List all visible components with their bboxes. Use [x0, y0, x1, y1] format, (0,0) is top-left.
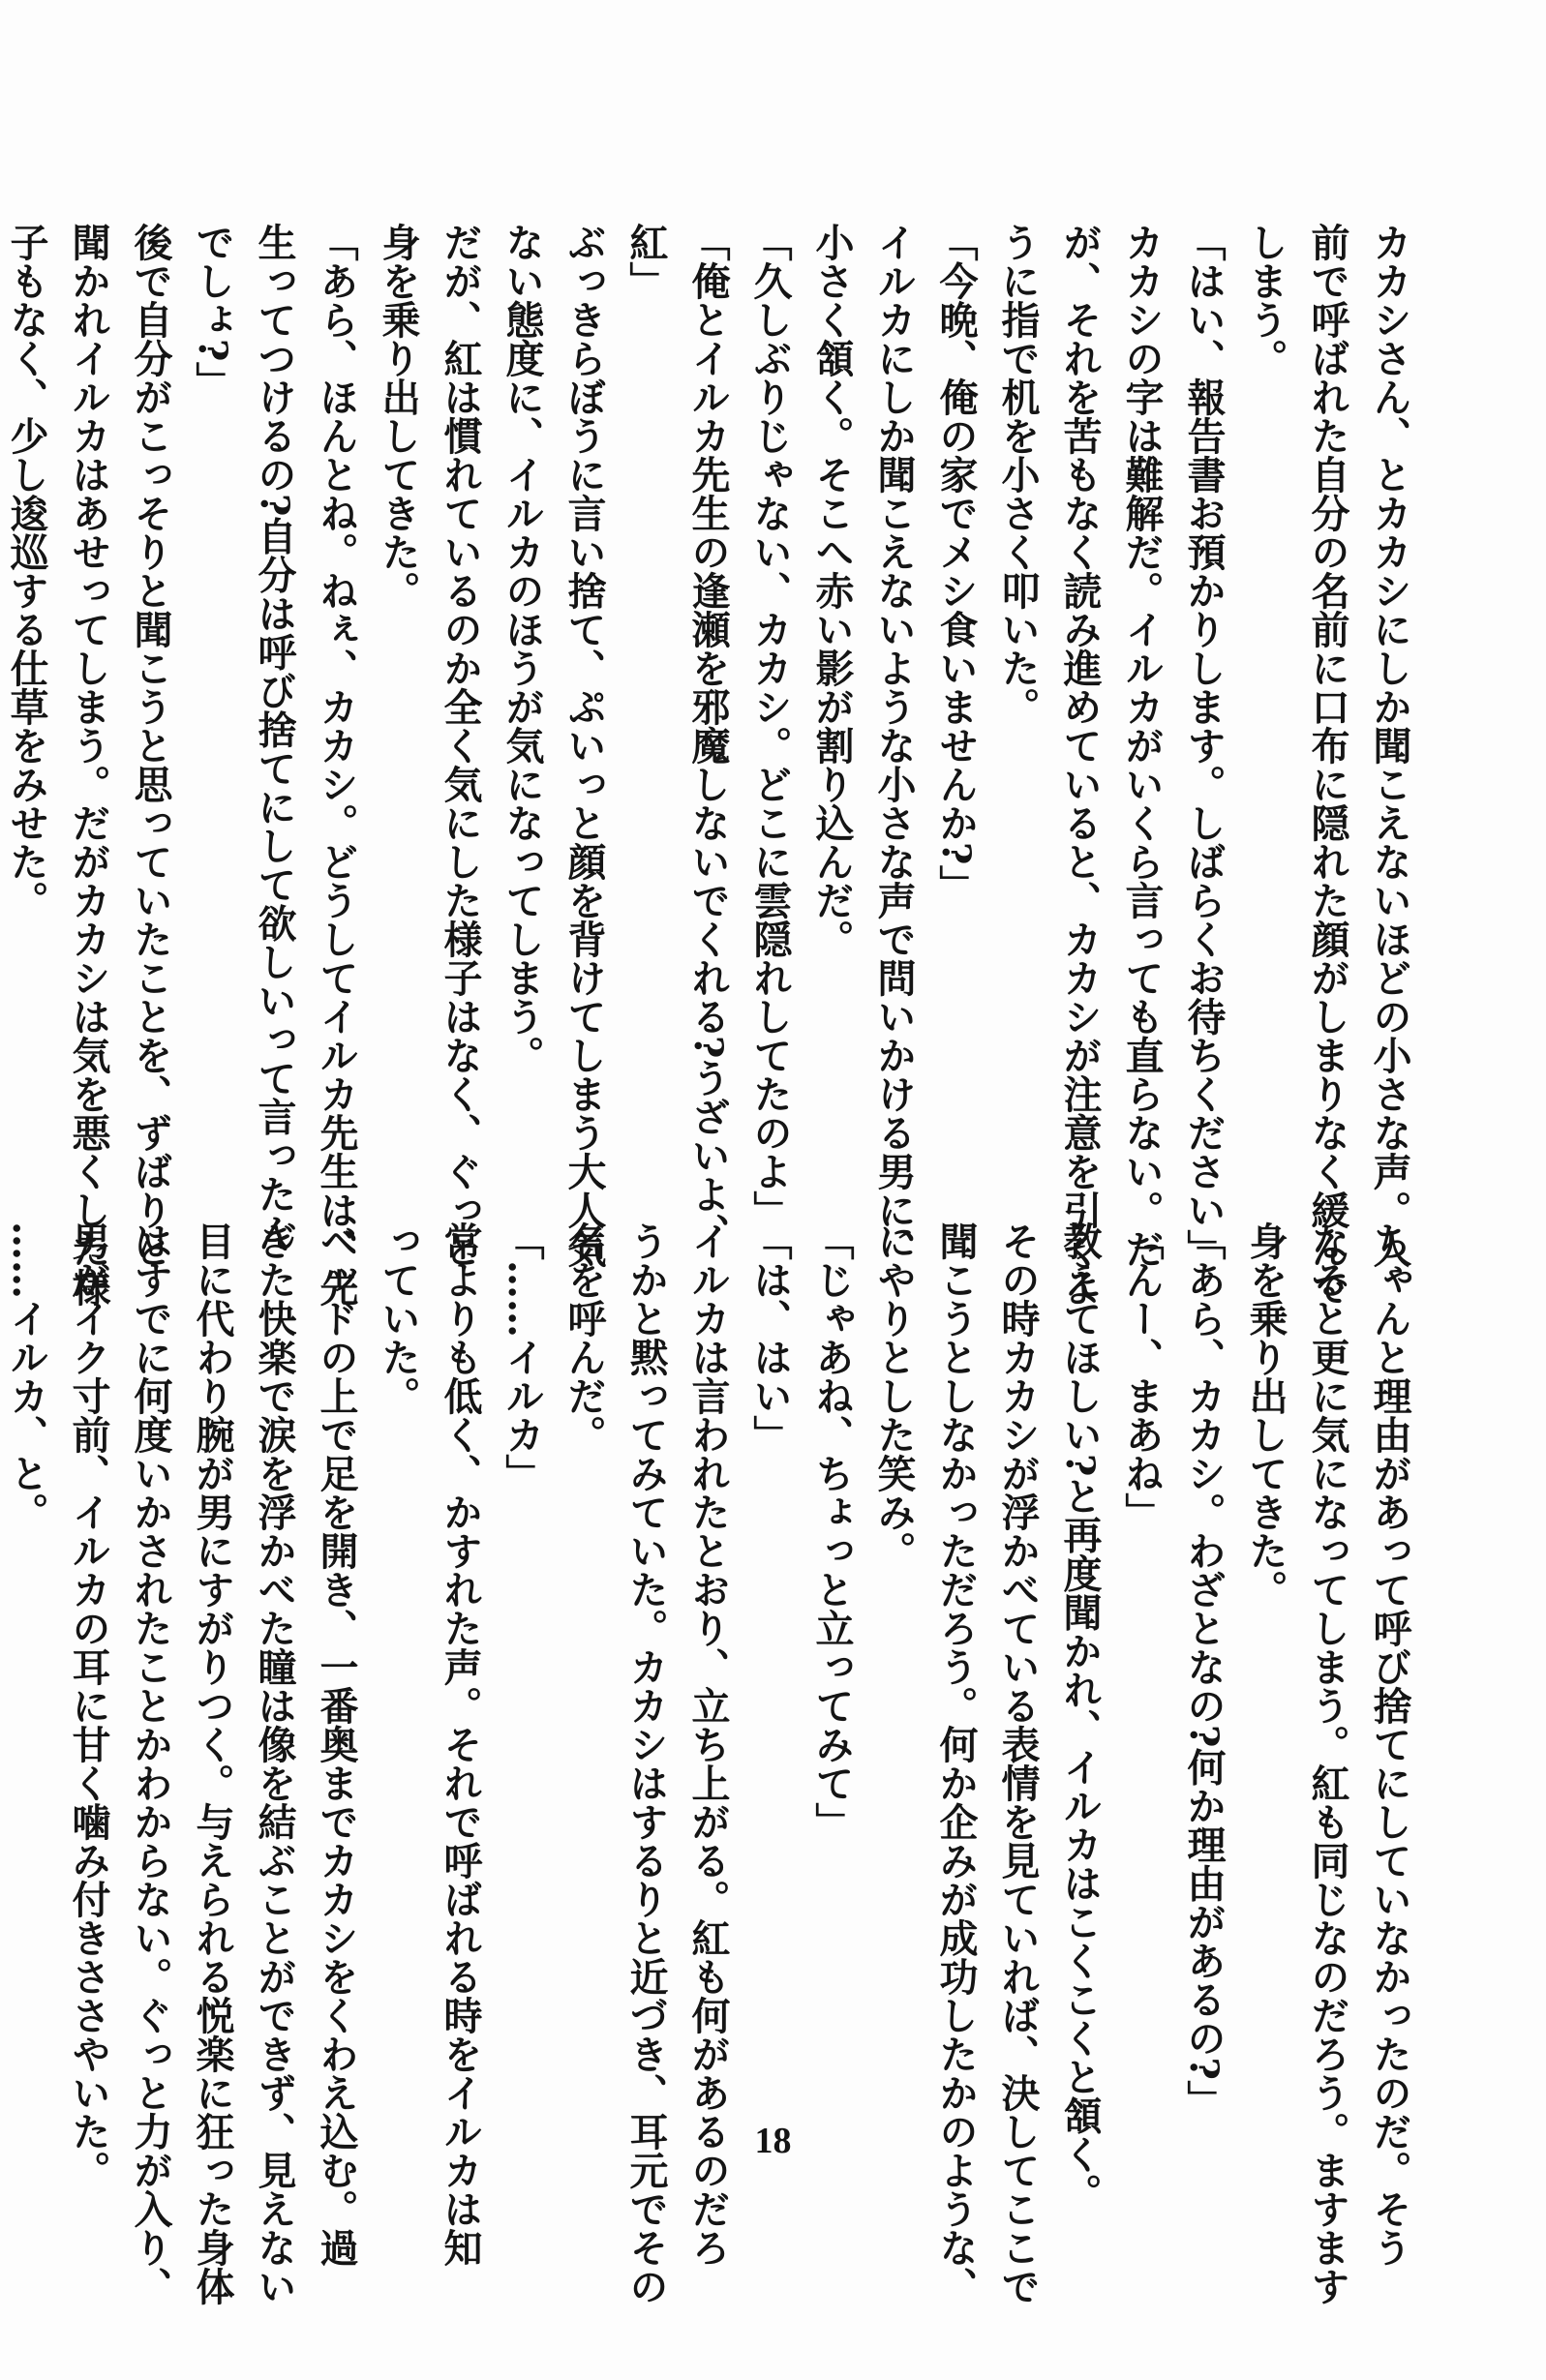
text-line: ぶっきらぼうに言い捨て、ぷいっと顔を背けてしまう大人気 [561, 223, 607, 1268]
text-line: ない態度に、イルカのほうが気になってしまう。 [500, 223, 545, 1074]
text-line: ベッドの上で足を開き、一番奥までカカシをくわえ込む。過 [314, 1221, 359, 2267]
text-line: 前で呼ばれた自分の名前に口布に隠れた顔がしまりなく緩んで [1305, 223, 1350, 1307]
text-line: 身を乗り出してきた。 [376, 223, 421, 610]
text-line: 男がイク寸前、イルカの耳に甘く噛み付きささやいた。 [66, 1221, 111, 2189]
text-line: カカシさん、とカカシにしか聞こえないほどの小さな声。人 [1367, 223, 1412, 1268]
text-line: 常よりも低く、かすれた声。それで呼ばれる時をイルカは知 [438, 1221, 483, 2267]
text-line: 身を乗り出してきた。 [1243, 1221, 1288, 1609]
text-line: 「今晩、俺の家でメシ食いませんか?」 [933, 223, 979, 904]
text-line: 小さく頷く。そこへ赤い影が割り込んだ。 [809, 223, 855, 958]
text-line: が、それを苦もなく読み進めていると、カカシが注意を引くよ [1057, 223, 1103, 1307]
text-line: ぎた快楽で涙を浮かべた瞳は像を結ぶことができず、見えない [252, 1221, 297, 2305]
text-line: はすでに何度いかされたことかわからない。ぐっと力が入り、 [128, 1221, 173, 2305]
text-line: なると更に気になってしまう。紅も同じなのだろう。ますます [1305, 1221, 1350, 2305]
text-line: その時カカシが浮かべている表情を見ていれば、決してここで [995, 1221, 1041, 2305]
text-line: だが、紅は慣れているのか全く気にした様子はなく、ぐっと [438, 223, 483, 1268]
text-line: 教えてほしい?と再度聞かれ、イルカはこくこくと頷く。 [1057, 1221, 1103, 2213]
text-line: 紅」 [623, 223, 669, 300]
text-line: カカシの字は難解だ。イルカがいくら言っても直らない。だ [1119, 223, 1165, 1268]
text-block-top [4, 223, 1420, 1307]
text-line: 「じゃあね、ちょっと立ってみて」 [809, 1221, 855, 1841]
text-line: ……イルカ、と。 [4, 1221, 49, 1531]
text-line: 「んー、まあね」 [1119, 1221, 1165, 1531]
text-line: ちゃんと理由があって呼び捨てにしていなかったのだ。そう [1367, 1221, 1412, 2267]
text-line: 「あら、カカシ。わざとなの?何か理由があるの?」 [1181, 1221, 1227, 2119]
text-line: うに指で机を小さく叩いた。 [995, 223, 1041, 726]
text-line: 「久しぶりじゃない、カカシ。どこに雲隠れしてたのよ」 [747, 223, 793, 1229]
text-line: 聞こうとしなかっただろう。何か企みが成功したかのような、 [933, 1221, 979, 2305]
text-line: にやりとした笑み。 [871, 1221, 917, 1570]
text-line: 名を呼んだ。 [561, 1221, 607, 1454]
text-line: 生ってつけるの?自分は呼び捨てにして欲しいって言ったん [252, 223, 297, 1252]
text-line: でしょ?」 [190, 223, 235, 401]
text-line: 「あら、ほんとね。ねぇ、カカシ。どうしてイルカ先生は、先 [314, 223, 359, 1307]
text-line: 「は、はい」 [747, 1221, 793, 1454]
text-line: っていた。 [376, 1221, 421, 1415]
text-line: イルカにしか聞こえないような小さな声で問いかける男に、 [871, 223, 917, 1268]
text-line: 後で自分がこっそりと聞こうと思っていたことを、ずばりと [128, 223, 173, 1268]
text-line: イルカは言われたとおり、立ち上がる。紅も何があるのだろ [685, 1221, 731, 2267]
text-line: しまう。 [1243, 223, 1288, 377]
text-line: 「俺とイルカ先生の逢瀬を邪魔しないでくれる?うざいよ、 [685, 223, 731, 1252]
text-line: 「……イルカ」 [500, 1221, 545, 1492]
text-line: 聞かれイルカはあせってしまう。だがカカシは気を悪くした様 [66, 223, 111, 1307]
text-line: うかと黙ってみていた。カカシはするりと近づき、耳元でその [623, 1221, 669, 2305]
page-number: 18 [754, 2121, 792, 2161]
text-line: 子もなく、少し逡巡する仕草をみせた。 [4, 223, 49, 919]
text-line: 目に代わり腕が男にすがりつく。与えられる悦楽に狂った身体 [190, 1221, 235, 2305]
text-line: 「はい、報告書お預かりします。しばらくお待ちください」 [1181, 223, 1227, 1268]
